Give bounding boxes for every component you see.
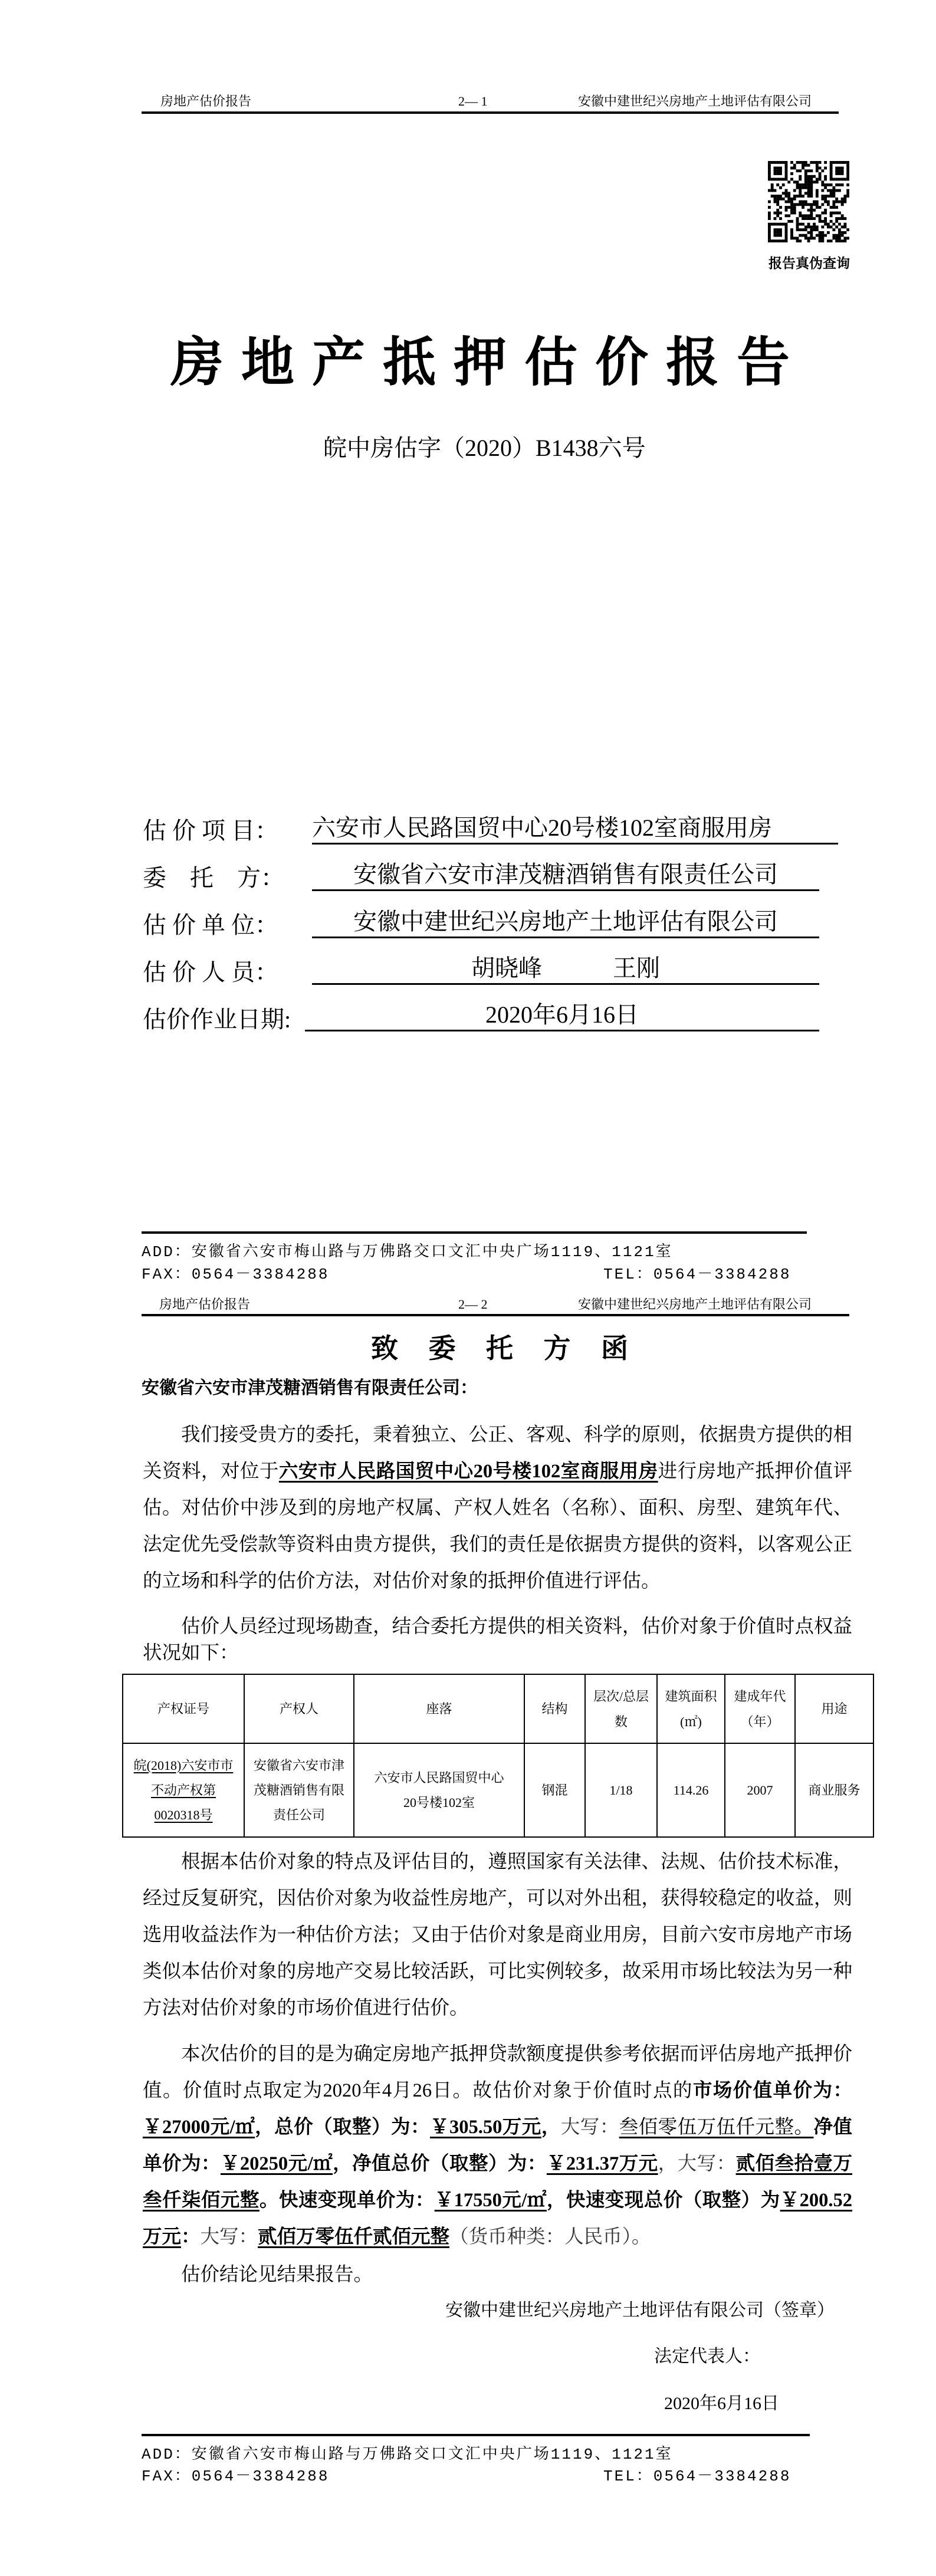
cell-usage: 商业服务 — [795, 1743, 873, 1837]
footer-tel: TEL：0564－3384288 — [603, 2467, 792, 2485]
cell-cert-no — [123, 1743, 244, 1837]
cell-location: 六安市人民路国贸中心20号楼102室 — [354, 1743, 524, 1837]
text: （货币种类：人民币）。 — [449, 2226, 651, 2248]
text: ，大写： — [658, 2153, 736, 2174]
paragraph-intro — [143, 1417, 852, 1599]
letter-date: 2020年6月16日 — [664, 2394, 779, 2413]
col-header: 座落 — [354, 1674, 524, 1743]
paragraph-valuation — [143, 2036, 852, 2255]
market-total-words: 叁佰零伍万伍仟元整。 — [619, 2117, 814, 2138]
col-header: 产权证号 — [123, 1674, 244, 1743]
field-value-appraiser-org: 安徽中建世纪兴房地产土地评估有限公司 — [312, 907, 819, 938]
table-row — [123, 1743, 873, 1837]
cell-floor: 1/18 — [585, 1743, 657, 1837]
property-address: 六安市人民路国贸中心20号楼102室商服用房 — [278, 1461, 658, 1482]
paragraph-survey — [143, 1614, 852, 1667]
quick-sale-unit-price: ￥17550元/㎡ — [434, 2190, 547, 2211]
text: 。快速变现单价为： — [259, 2190, 435, 2211]
quick-sale-total-words: 贰佰万零伍仟贰佰元整 — [258, 2226, 450, 2248]
header-page-number: 2— 2 — [458, 1297, 488, 1312]
footer-tel: TEL：0564－3384288 — [603, 1266, 792, 1283]
header-company: 安徽中建世纪兴房地产土地评估有限公司 — [578, 1297, 812, 1312]
text: 大写： — [560, 2117, 619, 2138]
cell-structure: 钢混 — [524, 1743, 585, 1837]
net-total-price: ￥231.37万元 — [546, 2153, 658, 2174]
col-header: 产权人 — [244, 1674, 354, 1743]
text: 大写： — [200, 2226, 258, 2248]
field-value-client: 安徽省六安市津茂糖酒销售有限责任公司 — [312, 860, 819, 891]
col-header: 结构 — [524, 1674, 585, 1743]
paragraph-methods — [143, 1844, 852, 2026]
footer-rule — [142, 1231, 807, 1234]
letter-title: 致 委 托 方 函 — [371, 1333, 640, 1363]
quick-sale-total-price: ￥200.52万元 — [143, 2190, 852, 2248]
header-rule — [142, 111, 839, 114]
col-header: 层次/总层数 — [585, 1674, 657, 1743]
text: ， — [541, 2117, 561, 2138]
text: ，净值总价（取整）为： — [333, 2153, 547, 2174]
col-header: 建筑面积(㎡) — [657, 1674, 725, 1743]
market-unit-price: ￥27000元/㎡ — [143, 2117, 255, 2138]
footer-address: ADD：安徽省六安市梅山路与万佛路交口文汇中央广场1119、1121室 — [142, 2446, 673, 2463]
header-doc-type: 房地产估价报告 — [160, 94, 252, 109]
legal-representative-label: 法定代表人： — [654, 2347, 760, 2366]
property-table — [122, 1674, 874, 1838]
cell-area: 114.26 — [657, 1743, 725, 1837]
report-number: 皖中房估字（2020）B1438六号 — [323, 435, 646, 461]
field-label-client: 委 托 方： — [143, 865, 284, 891]
footer-address: ADD：安徽省六安市梅山路与万佛路交口文汇中央广场1119、1121室 — [142, 1243, 673, 1261]
field-value-project: 六安市人民路国贸中心20号楼102室商服用房 — [312, 813, 838, 845]
cert-no: 皖(2018)六安市市不动产权第0020318号 — [133, 1757, 234, 1822]
header-company: 安徽中建世纪兴房地产土地评估有限公司 — [578, 94, 812, 109]
col-header: 建成年代（年） — [725, 1674, 795, 1743]
text: 净值单价为： — [143, 2117, 852, 2174]
market-total-price: ￥305.50万元 — [429, 2117, 541, 2138]
text: 估价人员经过现场勘查，结合委托方提供的相关资料，估价对象于价值时点权益状况如下： — [143, 1616, 852, 1664]
footer-rule — [142, 2434, 810, 2436]
net-total-words: 贰佰叁拾壹万叁仟柒佰元整 — [143, 2153, 852, 2211]
cell-year: 2007 — [725, 1743, 795, 1837]
text: ，快速变现总价（取整）为 — [546, 2190, 780, 2211]
letter-addressee: 安徽省六安市津茂糖酒销售有限责任公司： — [142, 1378, 478, 1398]
text: ，总价（取整）为： — [255, 2117, 430, 2138]
field-value-appraisers — [312, 954, 819, 985]
text: 市场价值单价为： — [692, 2080, 852, 2101]
qr-caption: 报告真伪查询 — [768, 256, 850, 271]
appraiser-name: 王刚 — [613, 955, 660, 981]
text: 本次估价的目的是为确定房地产抵押贷款额度提供参考依据而评估房地产抵押价值。价值时点取定为2020年4月26日。故估价对象于价值时点的 — [143, 2043, 852, 2101]
report-title: 房地产抵押估价报告 — [170, 334, 807, 392]
text: 我们接受贵方的委托，秉着独立、公正、客观、科学的原则，依据贵方提供的相关资料，对位于 — [143, 1424, 852, 1482]
paragraph-conclusion — [143, 2256, 852, 2293]
footer-fax: FAX：0564－3384288 — [142, 2467, 330, 2485]
header-doc-type: 房地产估价报告 — [159, 1297, 251, 1312]
text: 估价结论见结果报告。 — [181, 2264, 373, 2285]
text: ： — [181, 2226, 201, 2248]
field-label-appraiser-org: 估 价 单 位： — [143, 912, 278, 938]
net-unit-price: ￥20250元/㎡ — [220, 2153, 333, 2174]
field-label-project: 估 价 项 目： — [143, 817, 278, 844]
text: 进行房地产抵押价值评估。对估价中涉及到的房地产权属、产权人姓名（名称）、面积、房型、建筑年代、法定优先受偿款等资料由贵方提供，我们的责任是依据贵方提供的资料，以客观公正的立场和科学的估价方法，对估价对象的抵押价值进行评估。 — [143, 1461, 852, 1592]
signature-company: 安徽中建世纪兴房地产土地评估有限公司（签章） — [445, 2301, 835, 2320]
cell-owner: 安徽省六安市津茂糖酒销售有限责任公司 — [244, 1743, 354, 1837]
field-label-appraisers: 估 价 人 员： — [143, 959, 278, 985]
field-value-work-date: 2020年6月16日 — [305, 1000, 819, 1031]
text: 根据本估价对象的特点及评估目的，遵照国家有关法律、法规、估价技术标准，经过反复研究，因估价对象为收益性房地产，可以对外出租，获得较稳定的收益，则选用收益法作为一种估价方法；又由于估价对象是商业用房，目前六安市房地产市场类似本估价对象的房地产交易比较活跃，可比实例较多，故采用市场比较法为另一种方法对估价对象的市场价值进行估价。 — [143, 1851, 852, 2019]
col-header: 用途 — [795, 1674, 873, 1743]
footer-fax: FAX：0564－3384288 — [142, 1266, 330, 1283]
appraiser-name: 胡晓峰 — [471, 955, 542, 981]
qr-code[interactable] — [768, 161, 849, 242]
header-rule — [142, 1314, 849, 1316]
field-label-work-date: 估价作业日期: — [143, 1006, 291, 1033]
header-page-number: 2— 1 — [458, 94, 488, 109]
table-header-row — [123, 1674, 873, 1743]
